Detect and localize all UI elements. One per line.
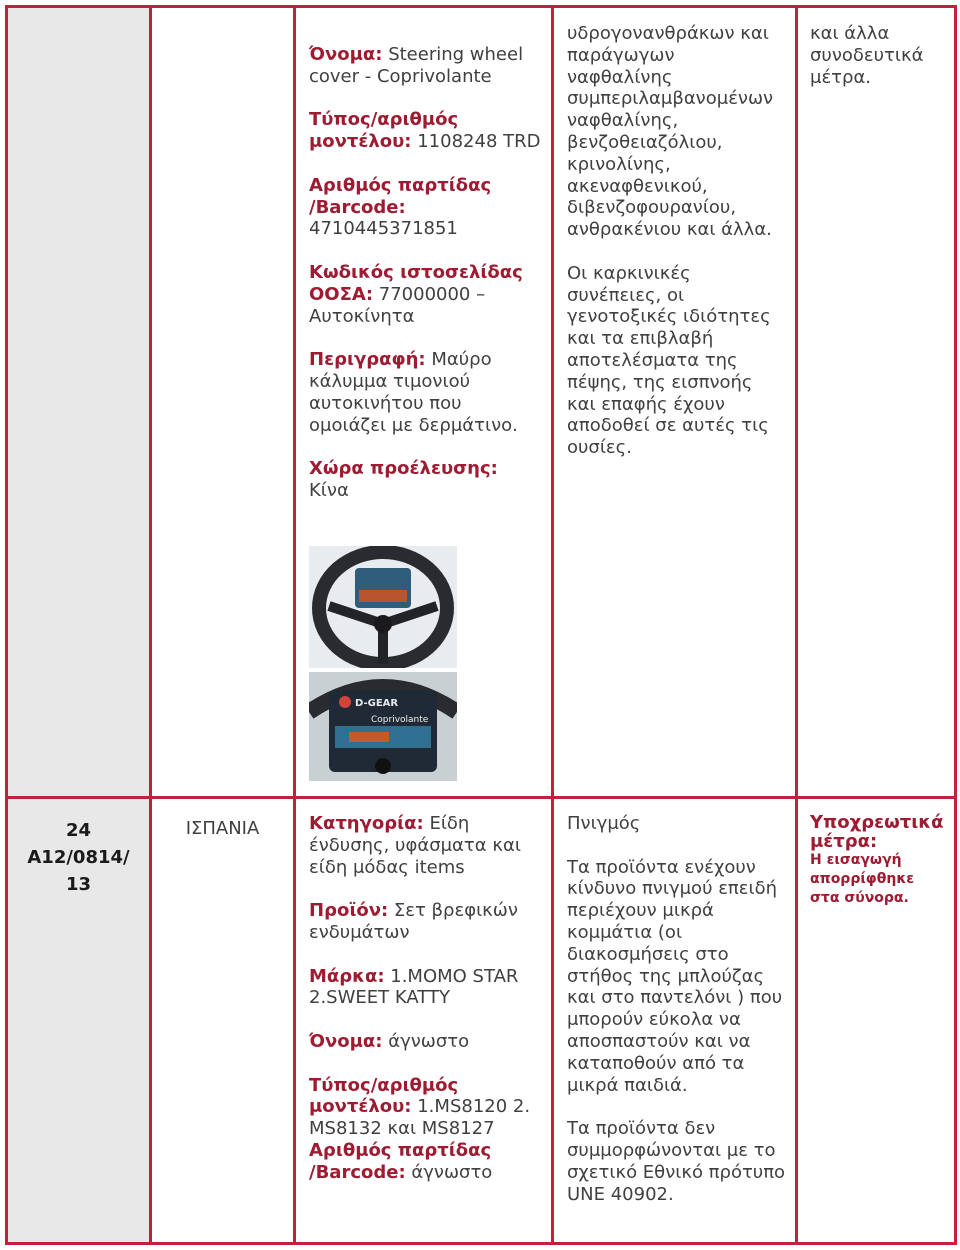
col-border-4 <box>795 5 798 1245</box>
number-line-3: 13 <box>65 874 92 895</box>
measures-text: Η εισαγωγή απορρίφθηκε στα σύνορα. <box>810 852 915 906</box>
number-line-1: 24 <box>65 820 92 841</box>
steering-wheel-image <box>309 546 457 668</box>
row2-risk <box>567 813 787 1205</box>
col-border-3 <box>551 5 554 1245</box>
row2-product-details <box>309 813 541 1184</box>
country-name: ΙΣΠΑΝΙΑ <box>185 818 260 839</box>
category-field: Κατηγορία: Είδη ένδυσης, υφάσματα και είδη μόδας items <box>309 813 521 878</box>
row1-col1-cell <box>8 8 149 796</box>
table-bottom-border <box>5 1242 957 1245</box>
table-top-border <box>5 5 957 8</box>
row2-notification-number <box>8 817 149 898</box>
risk-paragraph-2: Οι καρκινικές συνέπειες, οι γενοτοξικές ιδιότητες και τα επιβλαβή αποτελέσματα της πέψης, της εισπνοής και επαφής έχουν αποδοθεί σε αυτές τις ουσίες. <box>567 262 771 459</box>
photo-product-text: Coprivolante <box>371 715 429 725</box>
row1-measures-text <box>810 23 950 88</box>
oecd-field: Κωδικός ιστοσελίδας ΟΟΣΑ: 77000000 – Αυτοκίνητα <box>309 261 523 327</box>
col-border-1 <box>149 5 152 1245</box>
model-field-2: Τύπος/αριθμός μοντέλου: 1.MS8120 2. MS8132 και MS8127 <box>309 1074 531 1140</box>
row2-measures <box>810 813 952 908</box>
description-field: Περιγραφή: Μαύρο κάλυμμα τιμονιού αυτοκινήτου που ομοιάζει με δερμάτινο. <box>309 349 518 436</box>
risk-paragraph-1: υδρογονανθράκων και παράγωγων ναφθαλίνης συμπεριλαμβανομένων ναφθαλίνης, βενζοθειαζόλιου, κρινολίνης, ακεναφθενικού, διβενζοφουρανίου, ανθρακένιου και άλλα. <box>567 23 774 241</box>
risk-standard: Τα προϊόντα δεν συμμορφώνονται με το σχετικό Εθνικό πρότυπο UNE 40902. <box>567 1118 786 1205</box>
product-photo-bottom <box>309 672 457 781</box>
product-photo-top <box>309 546 457 668</box>
brand-field: Μάρκα: 1.MOMO STAR 2.SWEET KATTY <box>309 965 519 1009</box>
name-field: Όνομα: Steering wheel cover - Coprivolante <box>309 44 524 87</box>
photo-brand-text: D-GEAR <box>355 698 399 709</box>
row-divider <box>5 796 957 799</box>
measures-label: Υποχρεωτικά μέτρα: <box>810 812 944 852</box>
package-closeup-image <box>309 672 457 781</box>
batch-field-2: Αριθμός παρτίδας /Barcode: άγνωστο <box>309 1139 493 1183</box>
name-field-2: Όνομα: άγνωστο <box>309 1030 470 1052</box>
measures-continued: και άλλα συνοδευτικά μέτρα. <box>810 23 924 88</box>
product-field: Προϊόν: Σετ βρεφικών ενδυμάτων <box>309 900 518 943</box>
risk-description: Τα προϊόντα ενέχουν κίνδυνο πνιγμού επειδή περιέχουν μικρά κομμάτια (οι διακοσμήσεις στο στήθος της μπλούζας και στο παντελόνι ) που μπορούν εύκολα να αποσπαστούν και να καταποθούν από τα μικρά παιδιά. <box>567 856 783 1096</box>
col-border-2 <box>293 5 296 1245</box>
col-border-right <box>954 5 957 1245</box>
row2-country <box>152 818 293 840</box>
row1-risk-text <box>567 23 785 459</box>
batch-field: Αριθμός παρτίδας /Barcode: 4710445371851 <box>309 174 492 240</box>
risk-type: Πνιγμός <box>567 813 641 834</box>
number-line-2: A12/0814/ <box>27 847 130 868</box>
origin-field: Χώρα προέλευσης: Κίνα <box>309 458 498 501</box>
row1-product-details <box>309 44 541 502</box>
model-field: Τύπος/αριθμός μοντέλου: 1108248 TRD <box>309 109 541 153</box>
col-border-left <box>5 5 8 1245</box>
